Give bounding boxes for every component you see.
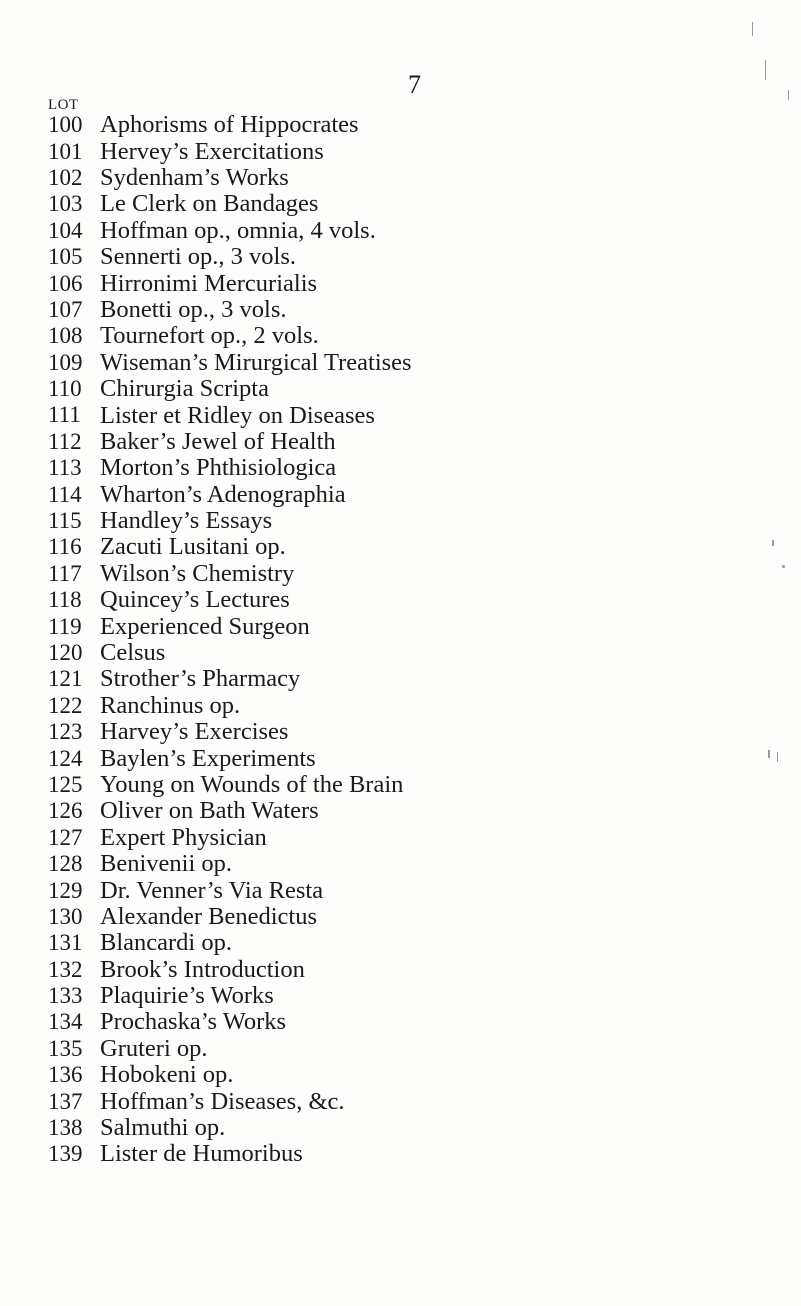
lot-row xyxy=(48,138,412,164)
lot-number: 124 xyxy=(48,745,83,771)
lot-row xyxy=(48,745,412,771)
lot-number: 127 xyxy=(48,824,83,850)
lot-number: 117 xyxy=(48,560,82,586)
lot-title: Quincey’s Lectures xyxy=(100,586,290,614)
lot-title: Brook’s Introduction xyxy=(100,955,305,983)
lot-row xyxy=(48,772,412,798)
lot-title: Le Clerk on Bandages xyxy=(100,190,319,218)
lot-title: Handley’s Essays xyxy=(100,507,273,535)
lot-number: 108 xyxy=(48,323,83,349)
lot-row xyxy=(48,1009,412,1035)
lot-number: 132 xyxy=(48,956,83,982)
lot-row xyxy=(48,297,412,323)
lot-row xyxy=(48,534,412,560)
lot-row xyxy=(48,244,412,270)
edge-speck xyxy=(772,540,774,546)
lot-number: 122 xyxy=(48,692,83,718)
lot-row xyxy=(48,1141,412,1167)
lot-row xyxy=(48,270,412,296)
lot-title: Aphorisms of Hippocrates xyxy=(100,111,359,139)
lot-title: Harvey’s Exercises xyxy=(100,718,289,746)
lot-row xyxy=(48,904,412,930)
lot-number: 123 xyxy=(48,719,83,745)
lot-title: Alexander Benedictus xyxy=(100,902,318,930)
lot-row xyxy=(48,666,412,692)
lot-row xyxy=(48,798,412,824)
lot-row xyxy=(48,877,412,903)
lot-number: 134 xyxy=(48,1009,83,1035)
lot-number: 106 xyxy=(48,270,83,296)
lot-title: Prochaska’s Works xyxy=(100,1008,287,1036)
edge-speck xyxy=(768,750,770,758)
lot-title: Hirronimi Mercurialis xyxy=(100,269,318,297)
lot-title: Benivenii op. xyxy=(100,850,233,878)
lot-number: 119 xyxy=(48,613,82,639)
lot-title: Tournefort op., 2 vols. xyxy=(100,322,319,350)
lot-title: Morton’s Phthisiologica xyxy=(100,454,337,482)
lot-number: 118 xyxy=(48,587,82,613)
lot-number: 114 xyxy=(48,481,82,507)
lot-row xyxy=(48,508,412,534)
lot-number: 100 xyxy=(48,112,83,138)
lot-title: Hoffman op., omnia, 4 vols. xyxy=(100,216,376,244)
lot-title: Zacuti Lusitani op. xyxy=(100,533,286,561)
lot-row xyxy=(48,983,412,1009)
lot-row xyxy=(48,613,412,639)
lot-title: Dr. Venner’s Via Resta xyxy=(100,876,324,904)
lot-title: Ranchinus op. xyxy=(100,691,241,719)
lot-row xyxy=(48,1088,412,1114)
lot-number: 121 xyxy=(48,666,83,692)
lot-row xyxy=(48,640,412,666)
lot-number: 125 xyxy=(48,771,83,797)
lot-row xyxy=(48,561,412,587)
lot-row xyxy=(48,323,412,349)
edge-speck xyxy=(777,752,778,762)
lot-row xyxy=(48,693,412,719)
lot-row xyxy=(48,825,412,851)
lot-number: 115 xyxy=(48,508,82,534)
lot-title: Oliver on Bath Waters xyxy=(100,797,319,825)
edge-speck xyxy=(765,60,766,80)
lot-title: Hervey’s Exercitations xyxy=(100,137,324,165)
lot-row xyxy=(48,376,412,402)
lot-title: Baylen’s Experiments xyxy=(100,744,316,772)
lot-title: Baker’s Jewel of Health xyxy=(100,427,336,455)
lot-title: Blancardi op. xyxy=(100,929,232,957)
lot-number: 110 xyxy=(48,376,82,402)
lot-number: 113 xyxy=(48,455,82,481)
lot-row xyxy=(48,1062,412,1088)
lot-title: Plaquirie’s Works xyxy=(100,982,274,1010)
lot-number: 137 xyxy=(48,1088,83,1114)
lot-title: Expert Physician xyxy=(100,823,267,851)
lot-row xyxy=(48,930,412,956)
lot-number: 109 xyxy=(48,349,83,375)
lot-title: Strother’s Pharmacy xyxy=(100,665,301,693)
lot-title: Gruteri op. xyxy=(100,1034,208,1062)
lot-row xyxy=(48,719,412,745)
lot-title: Lister de Humoribus xyxy=(100,1140,303,1168)
lot-title: Hoffman’s Diseases, &c. xyxy=(100,1087,345,1115)
lot-number: 103 xyxy=(48,191,83,217)
lot-number: 102 xyxy=(48,164,83,190)
lot-row xyxy=(48,218,412,244)
lot-row xyxy=(48,350,412,376)
lot-row xyxy=(48,165,412,191)
lot-title: Wilson’s Chemistry xyxy=(100,559,295,587)
lot-row xyxy=(48,851,412,877)
lot-row xyxy=(48,587,412,613)
lot-number: 129 xyxy=(48,877,83,903)
lot-number: 138 xyxy=(48,1115,83,1141)
lot-number: 101 xyxy=(48,138,83,164)
lot-number: 126 xyxy=(48,798,83,824)
lot-number: 111 xyxy=(48,402,81,428)
edge-speck xyxy=(752,22,753,36)
lot-number: 130 xyxy=(48,903,83,929)
lot-number: 131 xyxy=(48,930,83,956)
lot-title: Sydenham’s Works xyxy=(100,163,289,191)
lot-number: 116 xyxy=(48,534,82,560)
lot-row xyxy=(48,429,412,455)
page-number: 7 xyxy=(408,70,421,99)
lot-number: 133 xyxy=(48,983,83,1009)
lot-row xyxy=(48,455,412,481)
lot-row xyxy=(48,402,412,428)
lot-row xyxy=(48,112,412,138)
lot-title: Chirurgia Scripta xyxy=(100,375,269,403)
lot-list xyxy=(48,112,412,1168)
lot-number: 136 xyxy=(48,1062,83,1088)
lot-title: Lister et Ridley on Diseases xyxy=(100,401,375,429)
lot-number: 104 xyxy=(48,217,83,243)
lot-title: Wiseman’s Mirurgical Treatises xyxy=(100,348,412,376)
lot-number: 107 xyxy=(48,296,83,322)
lot-title: Celsus xyxy=(100,639,166,667)
lot-number: 105 xyxy=(48,244,83,270)
lot-number: 112 xyxy=(48,428,82,454)
lot-title: Bonetti op., 3 vols. xyxy=(100,295,287,323)
lot-row xyxy=(48,957,412,983)
lot-title: Wharton’s Adenographia xyxy=(100,480,346,508)
lot-number: 128 xyxy=(48,851,83,877)
lot-title: Young on Wounds of the Brain xyxy=(100,770,404,798)
lot-column-header: LOT xyxy=(48,97,79,113)
lot-row xyxy=(48,481,412,507)
edge-speck xyxy=(788,90,789,100)
lot-title: Sennerti op., 3 vols. xyxy=(100,243,296,271)
lot-row xyxy=(48,1036,412,1062)
lot-number: 139 xyxy=(48,1141,83,1167)
lot-row xyxy=(48,191,412,217)
edge-speck xyxy=(782,565,785,568)
lot-row xyxy=(48,1115,412,1141)
lot-number: 120 xyxy=(48,640,83,665)
lot-number: 135 xyxy=(48,1035,83,1061)
lot-title: Hobokeni op. xyxy=(100,1061,234,1089)
lot-title: Experienced Surgeon xyxy=(100,612,310,640)
lot-title: Salmuthi op. xyxy=(100,1114,226,1142)
